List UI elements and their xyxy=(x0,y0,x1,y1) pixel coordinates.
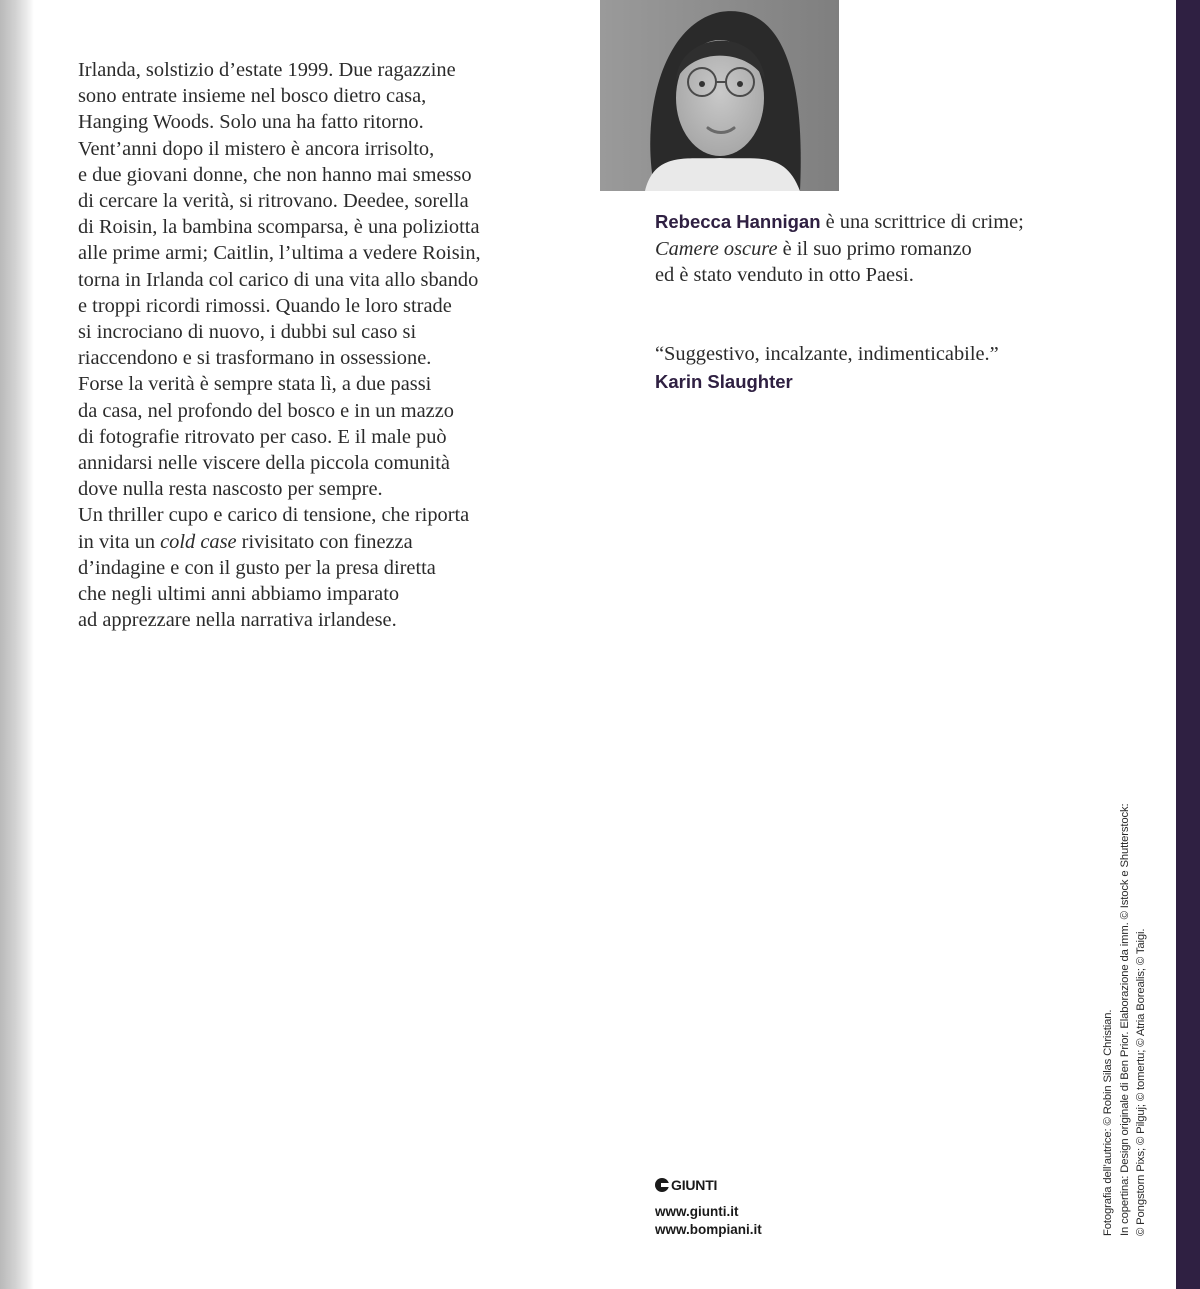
left-edge-shading xyxy=(0,0,34,1289)
author-bio xyxy=(655,209,1115,289)
blurb-line: che negli ultimi anni abbiamo imparato xyxy=(78,583,400,606)
credit-line: © Pongstorn Pixs; © Pilguj; © tomertu; © Atria Borealis; © Taigi. xyxy=(1135,928,1148,1236)
blurb-line: Forse la verità è sempre stata lì, a due passi xyxy=(78,373,432,396)
bio-text: è una scrittrice di crime; xyxy=(820,211,1024,233)
book-title: Camere oscure xyxy=(655,237,778,260)
blurb-line: Un thriller cupo e carico di tensione, che riporta xyxy=(78,504,470,527)
blurb-line: Hanging Woods. Solo una ha fatto ritorno. xyxy=(78,111,424,134)
blurb-line: di fotografie ritrovato per caso. E il male può xyxy=(78,425,447,448)
author-name: Rebecca Hannigan xyxy=(655,211,821,232)
blurb-text: in vita un xyxy=(78,530,161,553)
author-photo xyxy=(600,0,839,191)
publisher-name: GIUNTI xyxy=(671,1177,718,1193)
blurb-line: sono entrate insieme nel bosco dietro casa, xyxy=(78,85,427,108)
publisher-websites xyxy=(655,1203,762,1239)
image-credits xyxy=(1100,776,1150,1236)
publisher-logo xyxy=(655,1177,717,1193)
credit-line: In copertina: Design originale di Ben Prior. Elaborazione da imm. © Istock e Shutterstock: xyxy=(1118,803,1131,1236)
bio-line: ed è stato venduto in otto Paesi. xyxy=(655,264,914,286)
right-color-band xyxy=(1176,0,1200,1289)
blurb-line: d’indagine e con il gusto per la presa diretta xyxy=(78,556,436,579)
review-quote xyxy=(655,341,1115,395)
blurb-text: rivisitato con finezza xyxy=(236,530,413,553)
quote-text: “Suggestivo, incalzante, indimenticabile.” xyxy=(655,343,999,365)
blurb-line: di Roisin, la bambina scomparsa, è una poliziotta xyxy=(78,216,480,239)
blurb-line: alle prime armi; Caitlin, l’ultima a vedere Roisin, xyxy=(78,242,481,265)
blurb-line: da casa, nel profondo del bosco e in un mazzo xyxy=(78,399,454,422)
blurb-line: di cercare la verità, si ritrovano. Deedee, sorella xyxy=(78,190,469,213)
blurb-line: e due giovani donne, che non hanno mai smesso xyxy=(78,163,472,186)
blurb-line: dove nulla resta nascosto per sempre. xyxy=(78,478,383,501)
back-cover-blurb xyxy=(78,57,558,633)
blurb-line: si incrociano di nuovo, i dubbi sul caso si xyxy=(78,321,417,344)
website-link[interactable]: www.giunti.it xyxy=(655,1204,739,1219)
bio-line xyxy=(655,236,1115,263)
quote-attribution: Karin Slaughter xyxy=(655,371,793,392)
blurb-line: Irlanda, solstizio d’estate 1999. Due ragazzine xyxy=(78,59,456,81)
bio-text: è il suo primo romanzo xyxy=(777,237,972,260)
blurb-line xyxy=(78,529,558,555)
bio-line xyxy=(655,209,1115,236)
blurb-line: e troppi ricordi rimossi. Quando le loro strade xyxy=(78,294,452,317)
credit-line: Fotografia dell’autrice: © Robin Silas Christian. xyxy=(1102,1009,1114,1236)
giunti-logo-icon xyxy=(655,1178,669,1192)
website-link[interactable]: www.bompiani.it xyxy=(655,1222,762,1237)
blurb-italic-term: cold case xyxy=(160,530,237,553)
blurb-line: Vent’anni dopo il mistero è ancora irrisolto, xyxy=(78,137,435,160)
blurb-line: riaccendono e si trasformano in ossessione. xyxy=(78,347,432,370)
blurb-line: torna in Irlanda col carico di una vita allo sbando xyxy=(78,268,479,291)
blurb-line: annidarsi nelle viscere della piccola comunità xyxy=(78,452,450,475)
blurb-line: ad apprezzare nella narrativa irlandese. xyxy=(78,609,397,632)
